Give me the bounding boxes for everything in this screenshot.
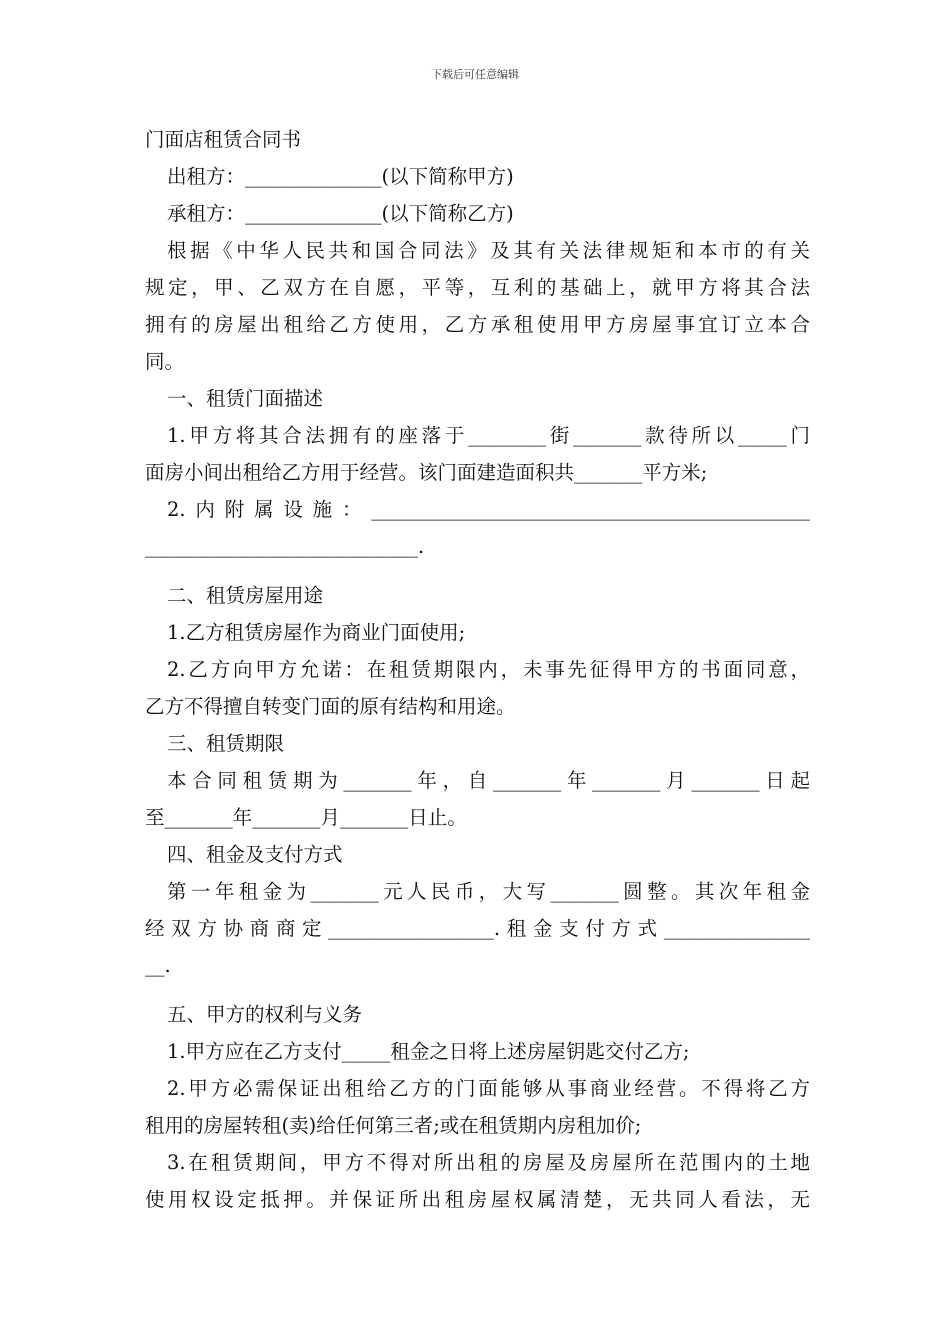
clause-line: 1.甲方将其合法拥有的座落于________街_______款待所以_____门 xyxy=(167,424,810,447)
paragraph-line: 同。 xyxy=(145,350,185,373)
clause-line: 乙方不得擅自转变门面的原有结构和用途。 xyxy=(145,695,516,718)
clause-line: 使用权设定抵押。并保证所出租房屋权属清楚，无共同人看法，无 xyxy=(145,1188,810,1211)
clause-line: 至_______年_______月_______日止。 xyxy=(145,806,467,829)
page-header: 下载后可任意编辑 xyxy=(431,68,519,81)
clause-line: ____________________________. xyxy=(145,535,425,558)
paragraph-line: 根据《中华人民共和国合同法》及其有关法律规矩和本市的有关 xyxy=(167,239,810,262)
clause-line: 第一年租金为_______元人民币，大写_______圆整。其次年租金 xyxy=(167,880,810,903)
spacer xyxy=(145,984,810,996)
clause-line: 2.甲方必需保证出租给乙方的门面能够从事商业经营。不得将乙方 xyxy=(167,1077,810,1100)
document-body xyxy=(145,121,810,1218)
spacer xyxy=(145,565,810,577)
clause-line: 2.内附属设施：_____________________________________________ xyxy=(167,498,810,521)
clause-line: 租用的房屋转租(卖)给任何第三者;或在租赁期内房租加价; xyxy=(145,1114,642,1137)
paragraph-line: 拥有的房屋出租给乙方使用，乙方承租使用甲方房屋事宜订立本合 xyxy=(145,313,810,336)
clause-line: 经双方协商商定_________________.租金支付方式_______________ xyxy=(145,917,810,940)
document-title: 门面店租赁合同书 xyxy=(145,128,302,151)
clause-line: 本合同租赁期为_______年，自_______年_______月_______日起 xyxy=(167,769,810,792)
clause-line: 3.在租赁期间，甲方不得对所出租的房屋及房屋所在范围内的土地 xyxy=(167,1151,810,1174)
clause-line: 面房小间出租给乙方用于经营。该门面建造面积共_______平方米; xyxy=(145,461,708,484)
lessor-line: 出租方：______________(以下简称甲方) xyxy=(167,165,514,188)
section-heading: 四、租金及支付方式 xyxy=(167,843,343,866)
clause-line: 1.乙方租赁房屋作为商业门面使用; xyxy=(167,621,466,644)
clause-line: __. xyxy=(145,954,171,977)
paragraph-line: 规定，甲、乙双方在自愿，平等，互利的基础上，就甲方将其合法 xyxy=(145,276,810,299)
section-heading: 二、租赁房屋用途 xyxy=(167,584,324,607)
section-heading: 一、租赁门面描述 xyxy=(167,387,324,410)
lessee-line: 承租方：______________(以下简称乙方) xyxy=(167,202,514,225)
clause-line: 2.乙方向甲方允诺：在租赁期限内，未事先征得甲方的书面同意， xyxy=(167,658,810,681)
clause-line: 1.甲方应在乙方支付_____租金之日将上述房屋钥匙交付乙方; xyxy=(167,1040,690,1063)
section-heading: 三、租赁期限 xyxy=(167,732,285,755)
section-heading: 五、甲方的权利与义务 xyxy=(167,1003,363,1026)
